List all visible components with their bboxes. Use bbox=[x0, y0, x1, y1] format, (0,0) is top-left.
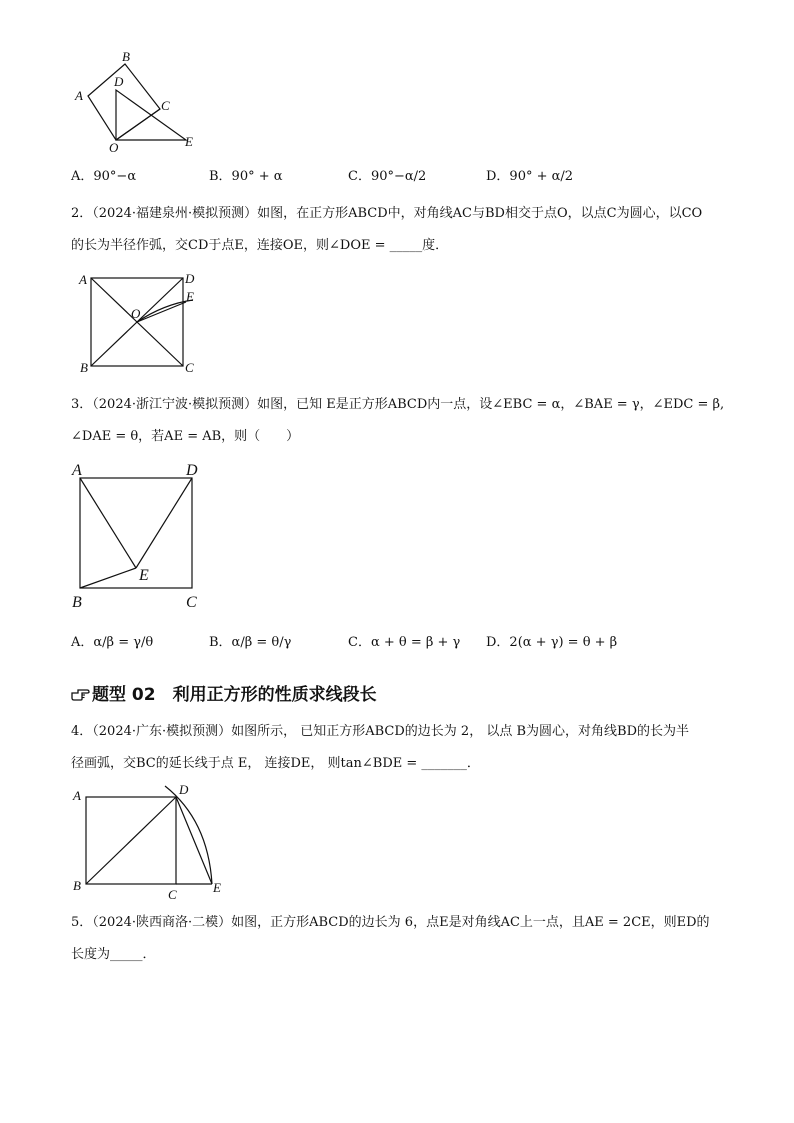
pointing-hand-icon bbox=[70, 684, 90, 702]
fig3-seg-ae bbox=[80, 478, 136, 568]
q5-text-line1: 5．（2024·陕西商洛·二模）如图，正方形ABCD的边长为 6，点E是对角线AC上一点，且AE = 2CE，则ED的 bbox=[71, 915, 710, 930]
fig3-label-c: C bbox=[186, 594, 197, 611]
fig4-label-b: B bbox=[73, 878, 81, 893]
fig2-label-e: E bbox=[186, 289, 194, 304]
q1-option-c[interactable]: C．90°−α/2 bbox=[348, 169, 427, 184]
q3-option-c[interactable]: C．α + θ = β + γ bbox=[348, 635, 461, 650]
fig2-label-b: B bbox=[80, 360, 88, 375]
fig1-label-e: E bbox=[185, 134, 193, 149]
fig2-label-a: A bbox=[79, 272, 87, 287]
fig1-label-c: C bbox=[161, 98, 170, 113]
q3-text-line2: ∠DAE = θ，若AE = AB，则（ ） bbox=[71, 429, 300, 444]
fig2-label-o: O bbox=[131, 306, 141, 321]
section-title: 题型 02 利用正方形的性质求线段长 bbox=[92, 685, 377, 705]
fig1-seg-oc bbox=[116, 109, 160, 140]
q3-option-a[interactable]: A．α/β = γ/θ bbox=[71, 635, 154, 650]
fig1-label-d: D bbox=[114, 74, 124, 89]
fig3-label-e: E bbox=[139, 567, 149, 584]
fig3-seg-be bbox=[80, 568, 136, 588]
fig4-diagonal-bd bbox=[86, 797, 176, 884]
fig4-label-a: A bbox=[73, 788, 81, 803]
q3-option-b[interactable]: B．α/β = θ/γ bbox=[209, 635, 292, 650]
fig1-label-o: O bbox=[109, 140, 119, 154]
q2-text-line1: 2．（2024·福建泉州·模拟预测）如图，在正方形ABCD中，对角线AC与BD相交于点O，以点C为圆心，以CO bbox=[71, 206, 703, 221]
q4-text-line1: 4．（2024·广东·模拟预测）如图所示， 已知正方形ABCD的边长为 2， 以点 B为圆心，对角线BD的长为半 bbox=[71, 724, 690, 739]
fig2-seg-oe bbox=[137, 302, 186, 322]
q3-text-line1: 3．（2024·浙江宁波·模拟预测）如图，已知 E是正方形ABCD内一点，设∠EBC = α，∠BAE = γ，∠EDC = β, bbox=[71, 397, 725, 412]
q1-option-b[interactable]: B．90° + α bbox=[209, 169, 283, 184]
fig3-label-b: B bbox=[72, 594, 82, 611]
fig3-seg-de bbox=[136, 478, 192, 568]
figure-3 bbox=[68, 456, 218, 614]
fig3-square bbox=[80, 478, 192, 588]
figure-4 bbox=[68, 780, 232, 902]
q4-text-line2: 径画弧，交BC的延长线于点 E， 连接DE， 则tan∠BDE = _______． bbox=[71, 756, 480, 771]
q2-text-line2: 的长为半径作弧，交CD于点E，连接OE，则∠DOE = _____度． bbox=[71, 238, 449, 253]
section-heading bbox=[70, 680, 377, 705]
q3-option-d[interactable]: D．2(α + γ) = θ + β bbox=[486, 635, 618, 650]
fig2-label-d: D bbox=[185, 271, 195, 286]
fig4-label-d: D bbox=[179, 782, 189, 797]
q1-option-a[interactable]: A．90°−α bbox=[71, 169, 137, 184]
q5-text-line2: 长度为_____． bbox=[71, 947, 156, 962]
fig4-label-e: E bbox=[213, 880, 221, 895]
q1-option-d[interactable]: D．90° + α/2 bbox=[486, 169, 574, 184]
figure-1 bbox=[70, 48, 200, 154]
fig3-label-d: D bbox=[186, 462, 198, 479]
fig2-label-c: C bbox=[185, 360, 194, 375]
fig1-label-a: A bbox=[75, 88, 83, 103]
fig1-label-b: B bbox=[122, 49, 130, 64]
fig4-seg-de bbox=[176, 797, 212, 884]
fig1-quad bbox=[88, 64, 160, 140]
fig4-label-c: C bbox=[168, 887, 177, 902]
fig3-label-a: A bbox=[72, 462, 82, 479]
figure-2 bbox=[74, 268, 204, 378]
